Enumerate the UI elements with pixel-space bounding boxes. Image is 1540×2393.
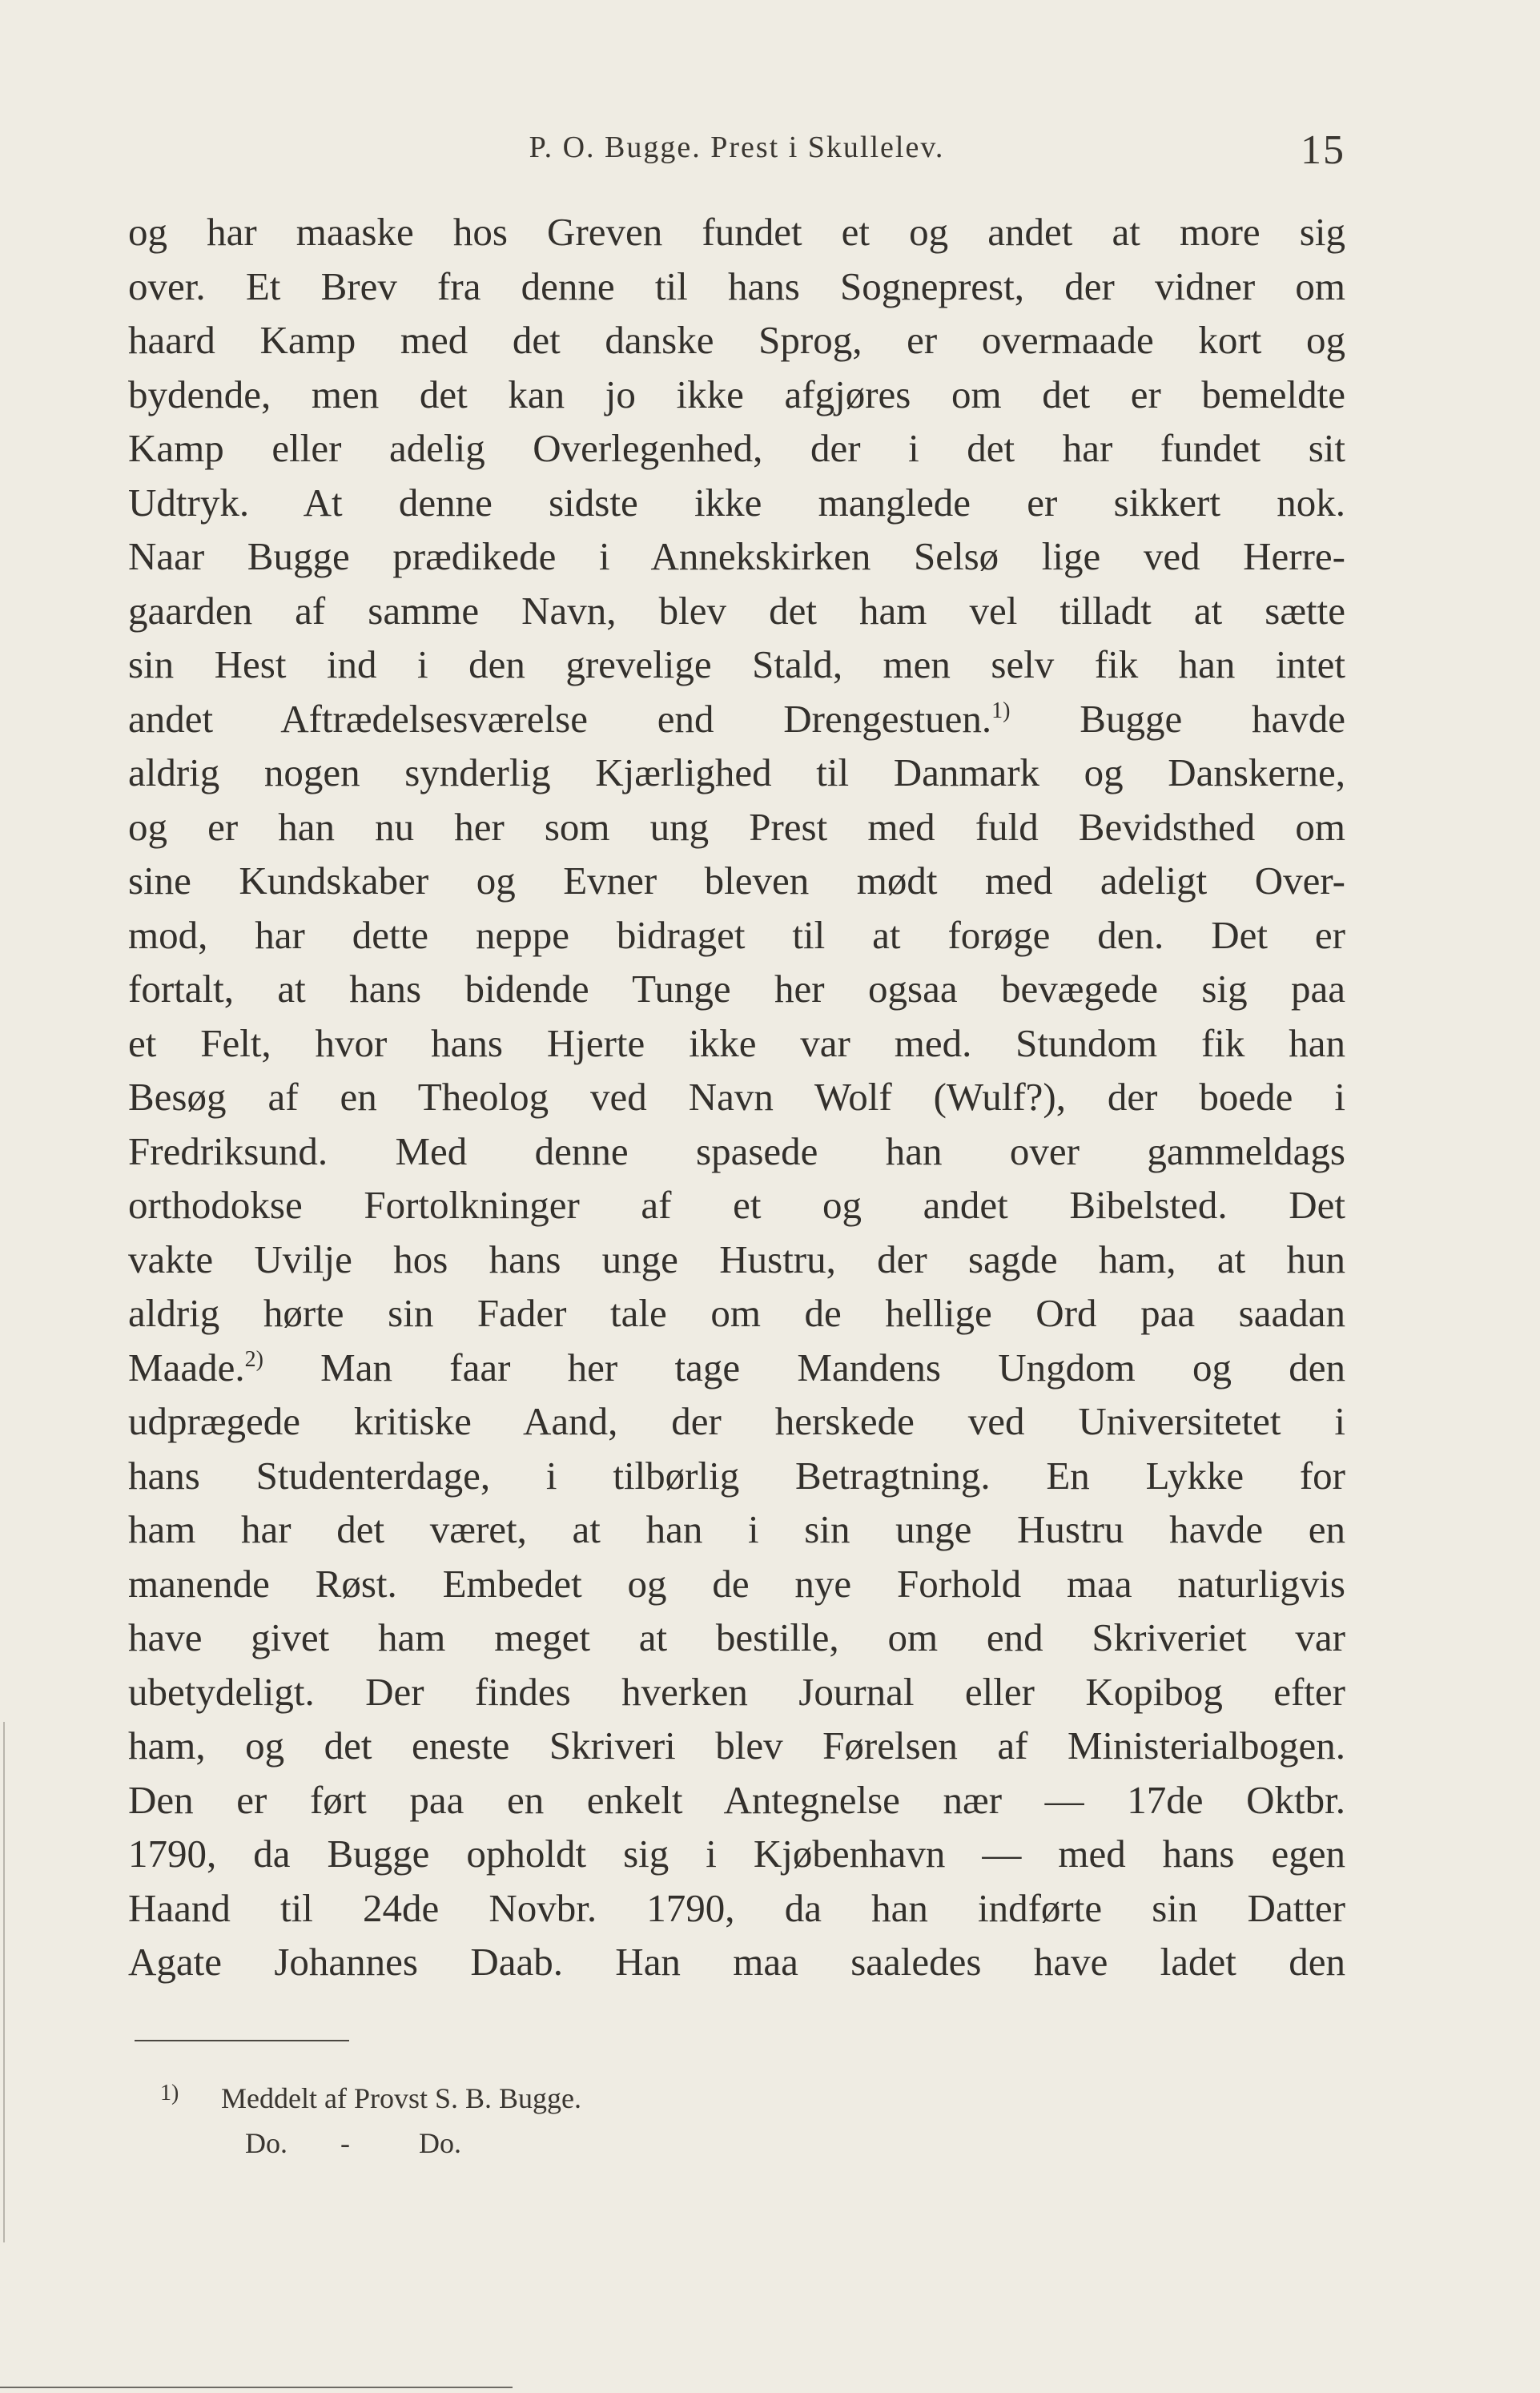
text-line: Kamp eller adelig Overlegenhed, der i det har fundet sit bbox=[128, 426, 1345, 470]
text-segment: Man faar her tage Mandens Ungdom og den bbox=[320, 1345, 1345, 1390]
text-line: gaarden af samme Navn, blev det ham vel tilladt at sætte bbox=[128, 588, 1345, 633]
text-line: aldrig nogen synderlig Kjærlighed til Danmark og Danskerne, bbox=[128, 750, 1345, 794]
text-line: mod, har dette neppe bidraget til at forøge den. Det er bbox=[128, 912, 1345, 957]
text-line: orthodokse Fortolkninger af et og andet Bibelsted. Det bbox=[128, 1183, 1345, 1227]
page-number: 15 bbox=[1301, 127, 1345, 173]
body-text bbox=[128, 205, 1345, 1989]
footnote-dash: - bbox=[340, 2127, 350, 2159]
text-segment: andet Aftrædelsesværelse end Drengestuen. bbox=[128, 696, 992, 741]
footnote-ditto: Do. bbox=[419, 2127, 461, 2159]
text-line: Haand til 24de Novbr. 1790, da han indførte sin Datter bbox=[128, 1885, 1345, 1930]
text-line: manende Røst. Embedet og de nye Forhold maa naturligvis bbox=[128, 1561, 1345, 1606]
text-line: Den er ført paa en enkelt Antegnelse nær — 17de Oktbr. bbox=[128, 1777, 1345, 1822]
text-line: et Felt, hvor hans Hjerte ikke var med. Stundom fik han bbox=[128, 1020, 1345, 1065]
text-line: Udtryk. At denne sidste ikke manglede er sikkert nok. bbox=[128, 480, 1345, 525]
text-line: 1790, da Bugge opholdt sig i Kjøbenhavn — med hans egen bbox=[128, 1832, 1345, 1876]
text-line: hans Studenterdage, i tilbørlig Betragtning. En Lykke for bbox=[128, 1453, 1345, 1498]
text-line: fortalt, at hans bidende Tunge her ogsaa bevægede sig paa bbox=[128, 967, 1345, 1011]
footnote-ditto: Do. bbox=[245, 2127, 287, 2159]
footnote-2 bbox=[160, 2121, 581, 2166]
text-line: Naar Bugge prædikede i Annekskirken Selsø lige ved Herre- bbox=[128, 534, 1345, 578]
text-line: sine Kundskaber og Evner bleven mødt med adeligt Over- bbox=[128, 859, 1345, 903]
text-line: bydende, men det kan jo ikke afgjøres om det er bemeldte bbox=[128, 372, 1345, 416]
text-line: ubetydeligt. Der findes hverken Journal eller Kopibog efter bbox=[128, 1669, 1345, 1714]
footnote-1 bbox=[160, 2076, 581, 2121]
footnote-marker: 1) bbox=[160, 2081, 179, 2105]
text-line: over. Et Brev fra denne til hans Sogneprest, der vidner om bbox=[128, 263, 1345, 308]
text-line: Fredriksund. Med denne spasede han over gammeldags bbox=[128, 1128, 1345, 1173]
text-segment: Bugge havde bbox=[1080, 696, 1345, 741]
footnote-reference: 2) bbox=[244, 1346, 263, 1372]
footnote-reference: 1) bbox=[991, 698, 1011, 723]
text-line: ham, og det eneste Skriveri blev Førelsen af Ministerialbogen. bbox=[128, 1723, 1345, 1768]
running-title: P. O. Bugge. Prest i Skullelev. bbox=[529, 131, 945, 164]
text-line: Besøg af en Theolog ved Navn Wolf (Wulf?), der boede i bbox=[128, 1075, 1345, 1119]
text-line-with-footnote bbox=[128, 1341, 1345, 1395]
text-line: aldrig hørte sin Fader tale om de hellige Ord paa saadan bbox=[128, 1291, 1345, 1335]
text-line: have givet ham meget at bestille, om end Skriveriet var bbox=[128, 1615, 1345, 1659]
text-line: Agate Johannes Daab. Han maa saaledes have ladet den bbox=[128, 1940, 1345, 1984]
text-line-with-footnote bbox=[128, 692, 1345, 746]
text-line: udprægede kritiske Aand, der herskede ved Universitetet i bbox=[128, 1399, 1345, 1443]
text-line: vakte Uvilje hos hans unge Hustru, der sagde ham, at hun bbox=[128, 1237, 1345, 1281]
text-line: haard Kamp med det danske Sprog, er overmaade kort og bbox=[128, 318, 1345, 362]
footnote-text: Meddelt af Provst S. B. Bugge. bbox=[221, 2082, 581, 2114]
page-bottom-edge bbox=[0, 2387, 513, 2388]
page-edge-mark bbox=[3, 1722, 5, 2242]
text-line: sin Hest ind i den grevelige Stald, men selv fik han intet bbox=[128, 642, 1345, 686]
text-line: og har maaske hos Greven fundet et og andet at more sig bbox=[128, 210, 1345, 254]
running-header bbox=[128, 127, 1345, 178]
text-line: ham har det været, at han i sin unge Hustru havde en bbox=[128, 1507, 1345, 1551]
text-segment: Maade. bbox=[128, 1345, 245, 1390]
text-line: og er han nu her som ung Prest med fuld Bevidsthed om bbox=[128, 804, 1345, 849]
footnotes bbox=[160, 2076, 581, 2166]
footnote-divider bbox=[135, 2040, 349, 2041]
